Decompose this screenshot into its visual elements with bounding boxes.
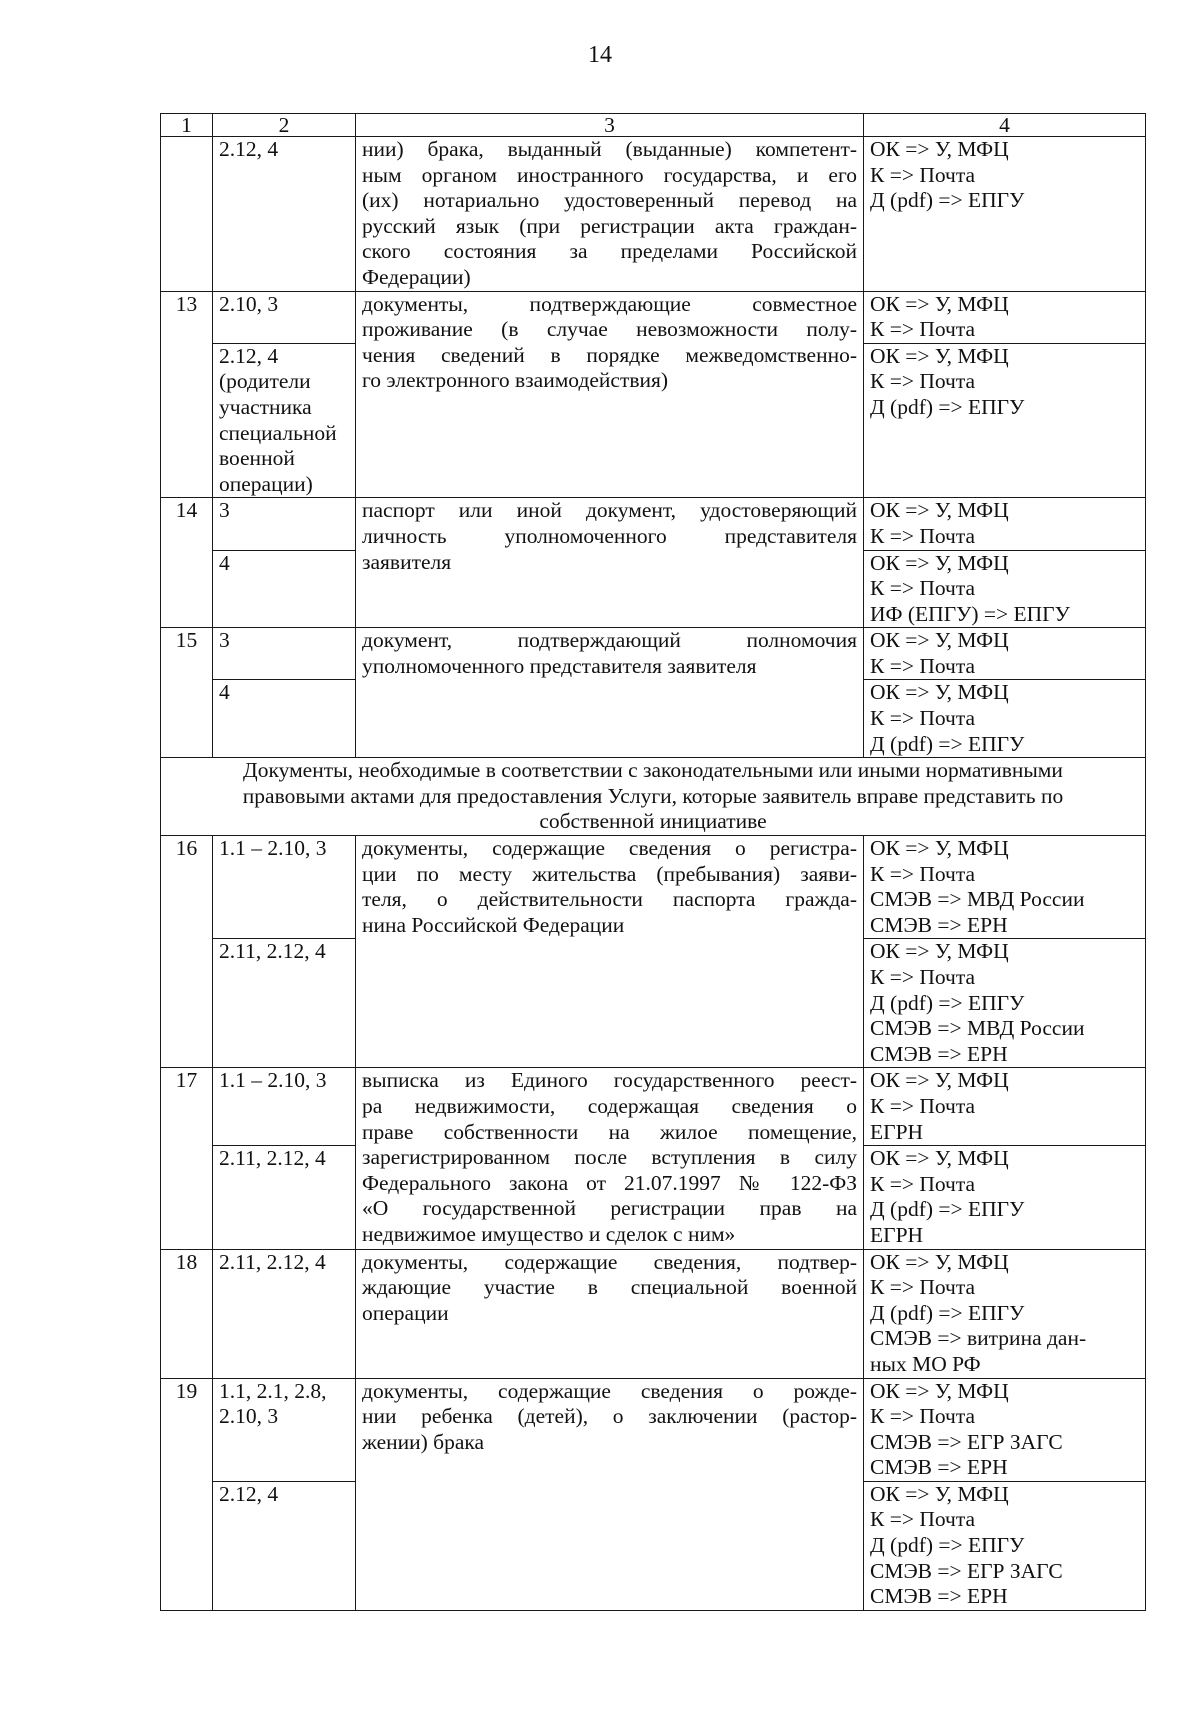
- text-line: ЕГРН: [870, 1119, 924, 1144]
- text-line: ИФ (ЕПГУ) => ЕПГУ: [870, 601, 1070, 626]
- row-number: 15: [161, 628, 213, 758]
- table-row: [161, 836, 1146, 939]
- category-cell: 2.11, 2.12, 4: [213, 1249, 356, 1378]
- method-cell: [864, 550, 1146, 628]
- text-line: СМЭВ => ЕРН: [870, 1041, 1008, 1066]
- text-line: собственной инициативе: [539, 809, 767, 834]
- text-line: ОК => У, МФЦ: [870, 1249, 1009, 1274]
- text-line: нии) брака, выданный (выданные) компетент-: [362, 137, 857, 161]
- text-line: (родители: [219, 369, 311, 394]
- method-cell: [864, 1378, 1146, 1481]
- header-row: [161, 114, 1146, 137]
- text-line: Д (pdf) => ЕПГУ: [870, 990, 1025, 1015]
- category-cell: 1.1 – 2.10, 3: [213, 836, 356, 939]
- text-line: Федерации): [362, 264, 471, 289]
- category-cell: 4: [213, 550, 356, 628]
- method-cell: [864, 291, 1146, 343]
- method-cell: [864, 1068, 1146, 1146]
- method-cell: [864, 498, 1146, 550]
- text-line: Федерального закона от 21.07.1997 № 122-ФЗ: [362, 1170, 857, 1195]
- text-line: Д (pdf) => ЕПГУ: [870, 731, 1025, 756]
- text-line: личность уполномоченного представителя: [362, 523, 857, 548]
- text-line: СМЭВ => ЕРН: [870, 1584, 1008, 1609]
- text-line: СМЭВ => МВД России: [870, 887, 1085, 912]
- text-line: Д (pdf) => ЕПГУ: [870, 1300, 1025, 1325]
- category-cell: 2.12, 4: [213, 1481, 356, 1610]
- text-line: ОК => У, МФЦ: [870, 836, 1009, 861]
- row-number: 18: [161, 1249, 213, 1378]
- header-cell: 3: [356, 114, 864, 137]
- text-line: документы, содержащие сведения, подтвер-: [362, 1249, 857, 1274]
- row-number: [161, 137, 213, 292]
- text-line: русский язык (при регистрации акта граждан-: [362, 213, 857, 238]
- text-line: К => Почта: [870, 861, 976, 886]
- documents-table: [160, 113, 1146, 1611]
- section-row: [161, 758, 1146, 836]
- header-cell: 2: [213, 114, 356, 137]
- row-number: 13: [161, 291, 213, 498]
- text-line: ОК => У, МФЦ: [870, 939, 1009, 964]
- text-line: ным органом иностранного государства, и его: [362, 162, 857, 187]
- text-line: СМЭВ => МВД России: [870, 1016, 1085, 1041]
- text-line: ра недвижимости, содержащая сведения о: [362, 1093, 857, 1118]
- text-line: СМЭВ => ЕГР ЗАГС: [870, 1558, 1063, 1583]
- text-line: СМЭВ => витрина дан-: [870, 1326, 1087, 1351]
- text-line: СМЭВ => ЕРН: [870, 912, 1008, 937]
- category-cell: 3: [213, 628, 356, 680]
- text-line: ОК => У, МФЦ: [870, 343, 1009, 368]
- text-line: операции): [219, 471, 313, 496]
- category-cell: 2.12, 4: [213, 137, 356, 292]
- method-cell: [864, 1249, 1146, 1378]
- text-line: праве собственности на жилое помещение,: [362, 1119, 857, 1144]
- text-line: паспорт или иной документ, удостоверяющий: [362, 498, 857, 523]
- text-line: зарегистрированном после вступления в силу: [362, 1145, 857, 1170]
- text-line: жении) брака: [362, 1429, 485, 1454]
- table-row: [161, 1378, 1146, 1481]
- method-cell: [864, 836, 1146, 939]
- text-line: ОК => У, МФЦ: [870, 1378, 1009, 1403]
- text-line: операции: [362, 1300, 449, 1325]
- method-cell: [864, 1481, 1146, 1610]
- text-line: ных МО РФ: [870, 1351, 981, 1376]
- method-cell: [864, 1146, 1146, 1249]
- document-cell: [356, 1378, 864, 1610]
- table-row: [161, 628, 1146, 680]
- table-row: [161, 1249, 1146, 1378]
- text-line: К => Почта: [870, 369, 976, 394]
- text-line: 2.10, 3: [219, 1404, 279, 1429]
- text-line: теля, о действительности паспорта гражда-: [362, 887, 857, 912]
- text-line: К => Почта: [870, 162, 976, 187]
- text-line: нина Российской Федерации: [362, 912, 625, 937]
- method-cell: [864, 343, 1146, 498]
- text-line: Д (pdf) => ЕПГУ: [870, 1533, 1025, 1558]
- text-line: СМЭВ => ЕРН: [870, 1455, 1008, 1480]
- header-cell: 1: [161, 114, 213, 137]
- text-line: К => Почта: [870, 1507, 976, 1532]
- row-number: 19: [161, 1378, 213, 1610]
- text-line: проживание (в случае невозможности полу-: [362, 317, 857, 342]
- text-line: «О государственной регистрации прав на: [362, 1196, 857, 1221]
- text-line: недвижимое имущество и сделок с ним»: [362, 1221, 736, 1246]
- document-cell: [356, 137, 864, 292]
- text-line: военной: [219, 446, 295, 471]
- category-cell: 1.1 – 2.10, 3: [213, 1068, 356, 1146]
- table-row: [161, 137, 1146, 292]
- page-number: 14: [588, 42, 612, 68]
- document-cell: [356, 1249, 864, 1378]
- text-line: 2.12, 4: [219, 343, 279, 368]
- document-cell: [356, 498, 864, 628]
- header-cell: 4: [864, 114, 1146, 137]
- text-line: ОК => У, МФЦ: [870, 1146, 1009, 1171]
- category-cell: 2.10, 3: [213, 291, 356, 343]
- category-cell: 2.11, 2.12, 4: [213, 939, 356, 1068]
- text-line: ОК => У, МФЦ: [870, 550, 1009, 575]
- text-line: Д (pdf) => ЕПГУ: [870, 394, 1025, 419]
- table-row: [161, 291, 1146, 343]
- text-line: ского состояния за пределами Российской: [362, 239, 857, 264]
- text-line: К => Почта: [870, 706, 976, 731]
- text-line: участника: [219, 394, 312, 419]
- method-cell: [864, 628, 1146, 680]
- text-line: Д (pdf) => ЕПГУ: [870, 1197, 1025, 1222]
- category-cell: 3: [213, 498, 356, 550]
- text-line: нии ребенка (детей), о заключении (растор-: [362, 1404, 857, 1429]
- row-number: 17: [161, 1068, 213, 1249]
- table-row: [161, 498, 1146, 550]
- text-line: К => Почта: [870, 523, 976, 548]
- text-line: ОК => У, МФЦ: [870, 137, 1009, 161]
- category-cell: 2.11, 2.12, 4: [213, 1146, 356, 1249]
- text-line: К => Почта: [870, 653, 976, 678]
- text-line: Документы, необходимые в соответствии с законодательными или иными нормативными: [243, 758, 1063, 783]
- text-line: ОК => У, МФЦ: [870, 680, 1009, 705]
- text-line: заявителя: [362, 549, 452, 574]
- text-line: ОК => У, МФЦ: [870, 628, 1009, 653]
- text-line: ОК => У, МФЦ: [870, 291, 1009, 316]
- section-heading: [161, 758, 1146, 836]
- text-line: ждающие участие в специальной военной: [362, 1275, 857, 1300]
- text-line: документы, содержащие сведения о регистра-: [362, 836, 857, 861]
- text-line: уполномоченного представителя заявителя: [362, 653, 757, 678]
- text-line: ции по месту жительства (пребывания) заяви-: [362, 861, 857, 886]
- text-line: ЕГРН: [870, 1222, 924, 1247]
- text-line: документ, подтверждающий полномочия: [362, 628, 857, 653]
- text-line: ОК => У, МФЦ: [870, 1481, 1009, 1506]
- table-row: [161, 1068, 1146, 1146]
- category-cell: [213, 1378, 356, 1481]
- text-line: СМЭВ => ЕГР ЗАГС: [870, 1429, 1063, 1454]
- row-number: 14: [161, 498, 213, 628]
- text-line: К => Почта: [870, 1093, 976, 1118]
- text-line: правовыми актами для предоставления Услуги, которые заявитель вправе представить по: [242, 783, 1064, 808]
- text-line: ОК => У, МФЦ: [870, 1068, 1009, 1093]
- text-line: выписка из Единого государственного реест-: [362, 1068, 857, 1093]
- text-line: чения сведений в порядке межведомственно-: [362, 342, 857, 367]
- text-line: К => Почта: [870, 576, 976, 601]
- method-cell: [864, 939, 1146, 1068]
- method-cell: [864, 680, 1146, 758]
- text-line: документы, подтверждающие совместное: [362, 291, 857, 316]
- text-line: К => Почта: [870, 1275, 976, 1300]
- document-cell: [356, 1068, 864, 1249]
- text-line: К => Почта: [870, 1404, 976, 1429]
- row-number: 16: [161, 836, 213, 1068]
- category-cell: [213, 343, 356, 498]
- document-cell: [356, 291, 864, 498]
- text-line: (их) нотариально удостоверенный перевод на: [362, 188, 857, 213]
- text-line: специальной: [219, 420, 337, 445]
- category-cell: 4: [213, 680, 356, 758]
- text-line: К => Почта: [870, 317, 976, 342]
- document-cell: [356, 628, 864, 758]
- text-line: К => Почта: [870, 965, 976, 989]
- text-line: 1.1, 2.1, 2.8,: [219, 1378, 327, 1403]
- text-line: ОК => У, МФЦ: [870, 498, 1009, 523]
- text-line: Д (pdf) => ЕПГУ: [870, 188, 1025, 213]
- text-line: го электронного взаимодействия): [362, 368, 669, 393]
- method-cell: [864, 137, 1146, 292]
- document-cell: [356, 836, 864, 1068]
- text-line: К => Почта: [870, 1171, 976, 1196]
- text-line: документы, содержащие сведения о рожде-: [362, 1378, 857, 1403]
